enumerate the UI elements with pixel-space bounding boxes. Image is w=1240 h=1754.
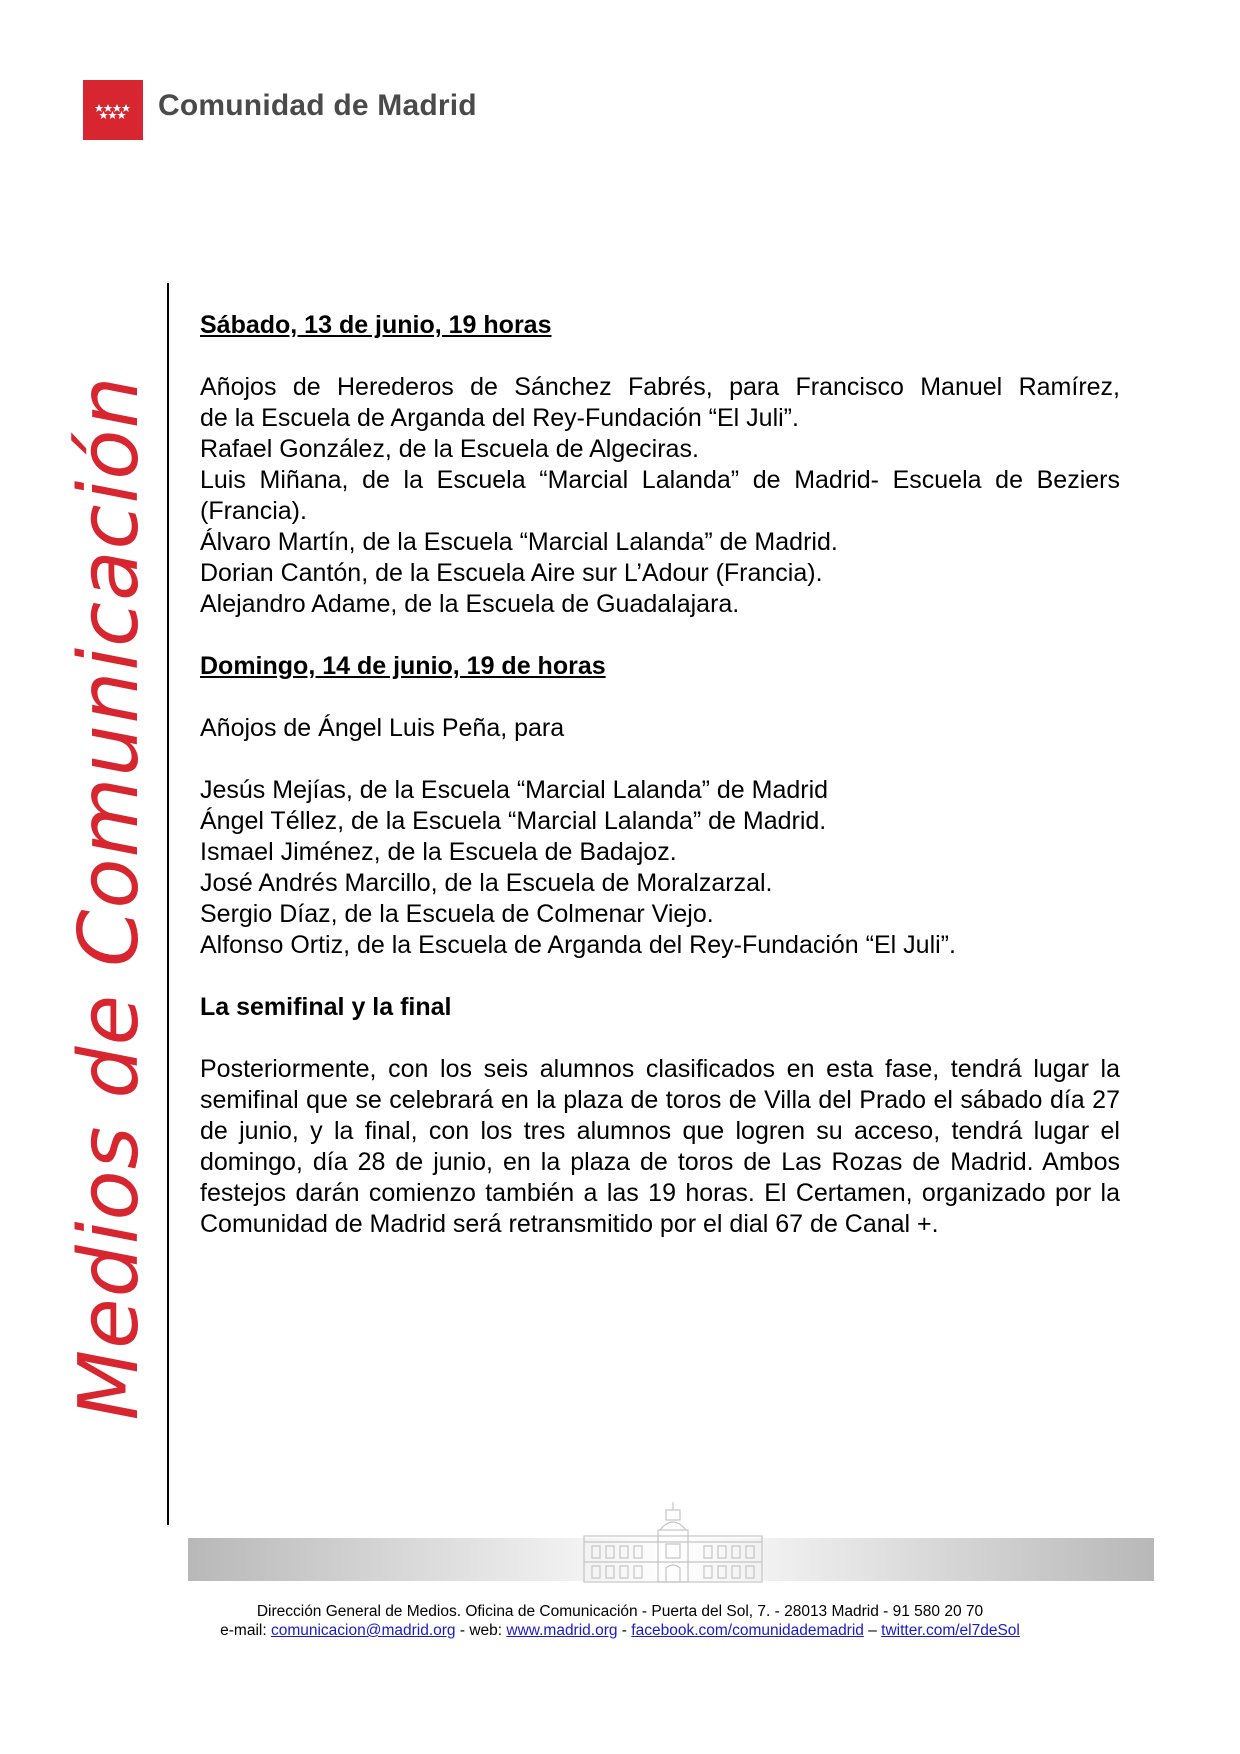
twitter-link[interactable]: twitter.com/el7deSol [881, 1622, 1020, 1639]
list-item: Alejandro Adame, de la Escuela de Guadalajara. [200, 590, 740, 618]
stars-graphic [83, 80, 143, 140]
list-item: Alfonso Ortiz, de la Escuela de Arganda del Rey-Fundación “El Juli”. [200, 931, 956, 959]
email-link[interactable]: comunicacion@madrid.org [270, 1622, 456, 1639]
footer-address: Dirección General de Medios. Oficina de Comunicación - Puerta del Sol, 7. - 28013 Madrid - 91 580 20 70 [256, 1603, 984, 1620]
side-title [62, 288, 157, 1508]
document-body [200, 310, 1120, 1240]
madrid-flag-stars-icon [83, 80, 143, 140]
web-link[interactable]: www.madrid.org [506, 1622, 618, 1639]
list-item: Rafael González, de la Escuela de Algeciras. [200, 435, 699, 463]
final-heading: La semifinal y la final [200, 993, 452, 1021]
email-label: e-mail: [220, 1622, 271, 1639]
sunday-intro: Añojos de Ángel Luis Peña, para [200, 714, 565, 742]
sunday-heading: Domingo, 14 de junio, 19 de horas [200, 652, 606, 680]
list-item: (Francia). [200, 497, 307, 525]
list-item: Álvaro Martín, de la Escuela “Marcial Lalanda” de Madrid. [200, 528, 838, 556]
list-item: Sergio Díaz, de la Escuela de Colmenar Viejo. [200, 900, 714, 928]
real-casa-de-correos-building-icon [580, 1500, 766, 1584]
brand-name: Comunidad de Madrid [158, 89, 477, 122]
footer-contact [0, 1622, 1240, 1640]
saturday-heading: Sábado, 13 de junio, 19 horas [200, 311, 552, 339]
list-item: Dorian Cantón, de la Escuela Aire sur L’Adour (Francia). [200, 559, 823, 587]
saturday-intro-line1: Añojos de Herederos de Sánchez Fabrés, para Francisco Manuel Ramírez, [200, 373, 1120, 401]
final-paragraph: Posteriormente, con los seis alumnos clasificados en esta fase, tendrá lugar la semifinal que se celebrará en la plaza de toros de Villa del Prado el sábado día 27 de junio, y la final, con los tres alumnos que logren su acceso, tendrá lugar el domingo, día 28 de junio, en la plaza de toros de Las Rozas de Madrid. Ambos festejos darán comienzo también a las 19 horas. El Certamen, organizado por la Comunidad de Madrid será retransmitido por el dial 67 de Canal +. [200, 1055, 1120, 1238]
saturday-intro-line2: de la Escuela de Arganda del Rey-Fundación “El Juli”. [200, 404, 799, 432]
list-item: Jesús Mejías, de la Escuela “Marcial Lalanda” de Madrid [200, 776, 829, 804]
list-item: Luis Miñana, de la Escuela “Marcial Lalanda” de Madrid- Escuela de Beziers [200, 466, 1120, 494]
list-item: José Andrés Marcillo, de la Escuela de Moralzarzal. [200, 869, 773, 897]
list-item: Ángel Téllez, de la Escuela “Marcial Lalanda” de Madrid. [200, 807, 827, 835]
web-label: - web: [455, 1622, 507, 1639]
facebook-link[interactable]: facebook.com/comunidademadrid [631, 1622, 864, 1639]
separator: – [863, 1622, 882, 1639]
list-item: Ismael Jiménez, de la Escuela de Badajoz. [200, 838, 677, 866]
vertical-divider [167, 283, 169, 1525]
side-title-text: Medios de Comunicación [62, 375, 157, 1421]
separator: - [617, 1622, 632, 1639]
